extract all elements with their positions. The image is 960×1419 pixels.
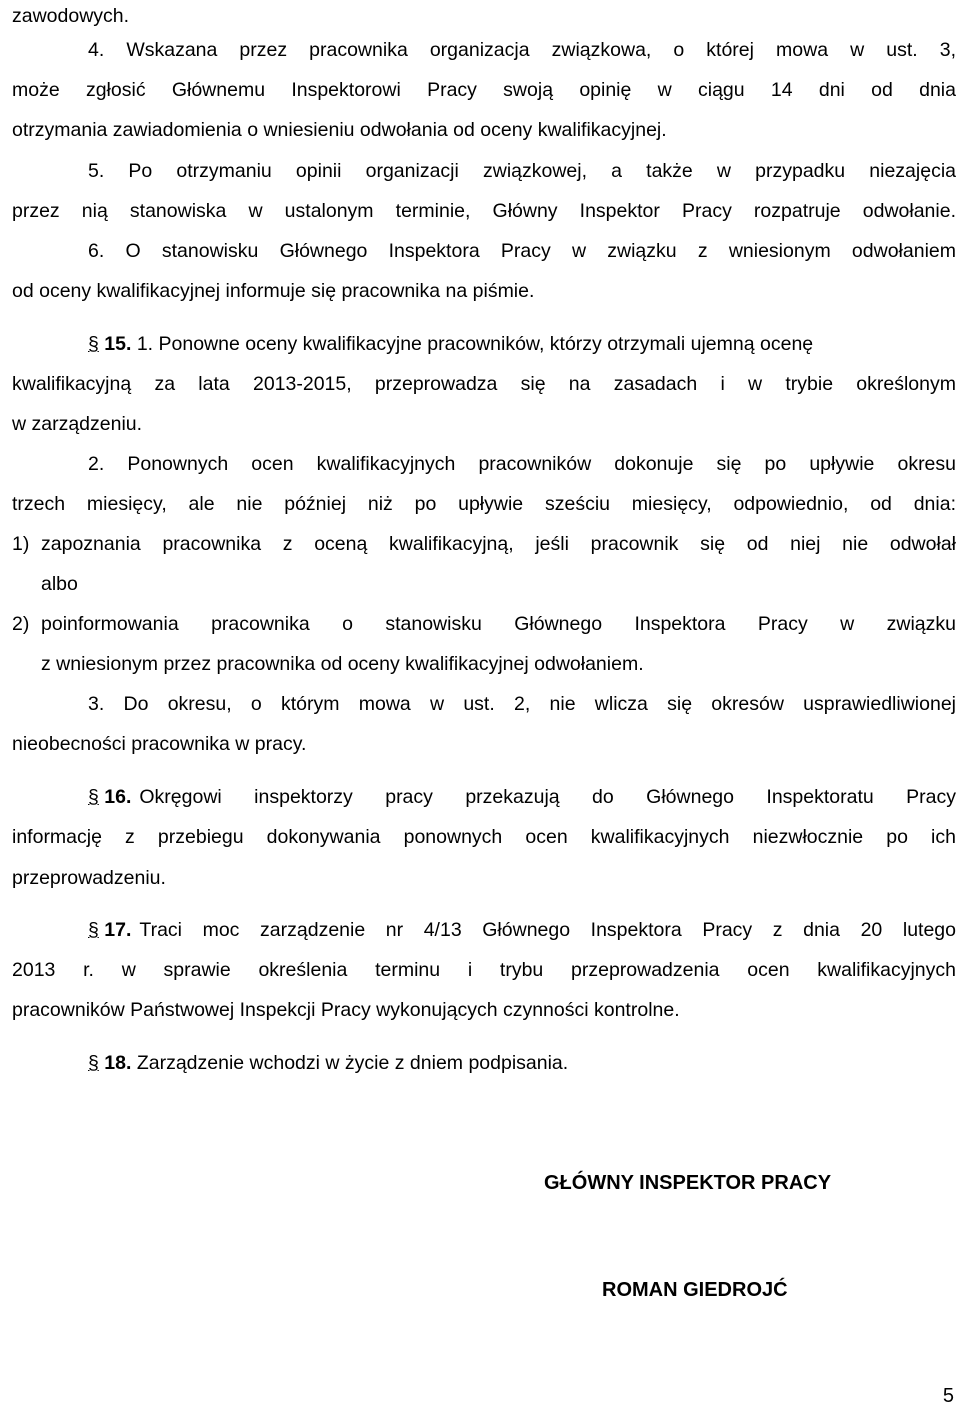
- paragraph-4-line-2: może zgłosić Głównemu Inspektorowi Pracy swoją opinię w ciągu 14 dni od dnia: [12, 79, 956, 101]
- paragraph-6-line-1: 6. O stanowisku Głównego Inspektora Pracy w związku z wniesionym odwołaniem: [88, 240, 956, 262]
- list-item-1-line-2: albo: [41, 573, 78, 595]
- section-16-line-2: informację z przebiegu dokonywania ponownych ocen kwalifikacyjnych niezwłocznie po ich: [12, 826, 956, 848]
- page-number: 5: [942, 1385, 954, 1407]
- section-15-line-1: 1. Ponowne oceny kwalifikacyjne pracowników, którzy otrzymali ujemną ocenę: [136, 333, 814, 355]
- signature-name: ROMAN GIEDROJĆ: [602, 1279, 788, 1301]
- section-number: 15.: [104, 333, 132, 355]
- list-item-number: 1): [12, 533, 30, 555]
- section-number: 18.: [104, 1052, 132, 1074]
- paragraph-5-line-2: przez nią stanowiska w ustalonym terminie, Główny Inspektor Pracy rozpatruje odwołanie.: [12, 200, 956, 222]
- text-line: zawodowych.: [12, 5, 130, 27]
- list-item-1-line-1: zapoznania pracownika z oceną kwalifikacyjną, jeśli pracownik się od niej nie odwołał: [41, 533, 956, 555]
- section-15-line-3: w zarządzeniu.: [12, 413, 143, 435]
- section-15-par-2-line-2: trzech miesięcy, ale nie później niż po upływie sześciu miesięcy, odpowiednio, od dnia:: [12, 493, 956, 515]
- section-sign: §: [88, 1052, 99, 1074]
- section-sign: §: [88, 333, 99, 355]
- section-18-line-1: Zarządzenie wchodzi w życie z dniem podpisania.: [136, 1052, 569, 1074]
- list-item-number: 2): [12, 613, 30, 635]
- section-17-line-1: Traci moc zarządzenie nr 4/13 Głównego Inspektora Pracy z dnia 20 lutego: [139, 919, 956, 941]
- paragraph-4-line-1: 4. Wskazana przez pracownika organizacja związkowa, o której mowa w ust. 3,: [88, 39, 956, 61]
- section-15-line-2: kwalifikacyjną za lata 2013-2015, przeprowadza się na zasadach i w trybie określonym: [12, 373, 956, 395]
- section-18-heading: [88, 1051, 956, 1075]
- section-17-line-3: pracowników Państwowej Inspekcji Pracy wykonujących czynności kontrolne.: [12, 999, 680, 1021]
- section-15-heading: [88, 332, 956, 356]
- section-16-line-1: Okręgowi inspektorzy pracy przekazują do Głównego Inspektoratu Pracy: [139, 786, 956, 808]
- section-16-heading: [88, 785, 956, 809]
- section-16-line-3: przeprowadzeniu.: [12, 867, 166, 889]
- section-sign: §: [88, 919, 99, 941]
- section-sign: §: [88, 786, 99, 808]
- signature-title: GŁÓWNY INSPEKTOR PRACY: [544, 1172, 832, 1194]
- section-number: 16.: [104, 786, 132, 808]
- section-15-par-3-line-1: 3. Do okresu, o którym mowa w ust. 2, nie wlicza się okresów usprawiedliwionej: [88, 693, 956, 715]
- section-17-heading: [88, 918, 956, 942]
- list-item-2-line-1: poinformowania pracownika o stanowisku Głównego Inspektora Pracy w związku: [41, 613, 956, 635]
- paragraph-4-line-3: otrzymania zawiadomienia o wniesieniu odwołania od oceny kwalifikacyjnej.: [12, 119, 667, 141]
- section-15-par-3-line-2: nieobecności pracownika w pracy.: [12, 733, 307, 755]
- list-item-2-line-2: z wniesionym przez pracownika od oceny kwalifikacyjnej odwołaniem.: [41, 653, 644, 675]
- section-17-line-2: 2013 r. w sprawie określenia terminu i trybu przeprowadzenia ocen kwalifikacyjnych: [12, 959, 956, 981]
- paragraph-6-line-2: od oceny kwalifikacyjnej informuje się pracownika na piśmie.: [12, 280, 535, 302]
- section-15-par-2-line-1: 2. Ponownych ocen kwalifikacyjnych pracowników dokonuje się po upływie okresu: [88, 453, 956, 475]
- paragraph-5-line-1: 5. Po otrzymaniu opinii organizacji związkowej, a także w przypadku niezajęcia: [88, 160, 956, 182]
- section-number: 17.: [104, 919, 132, 941]
